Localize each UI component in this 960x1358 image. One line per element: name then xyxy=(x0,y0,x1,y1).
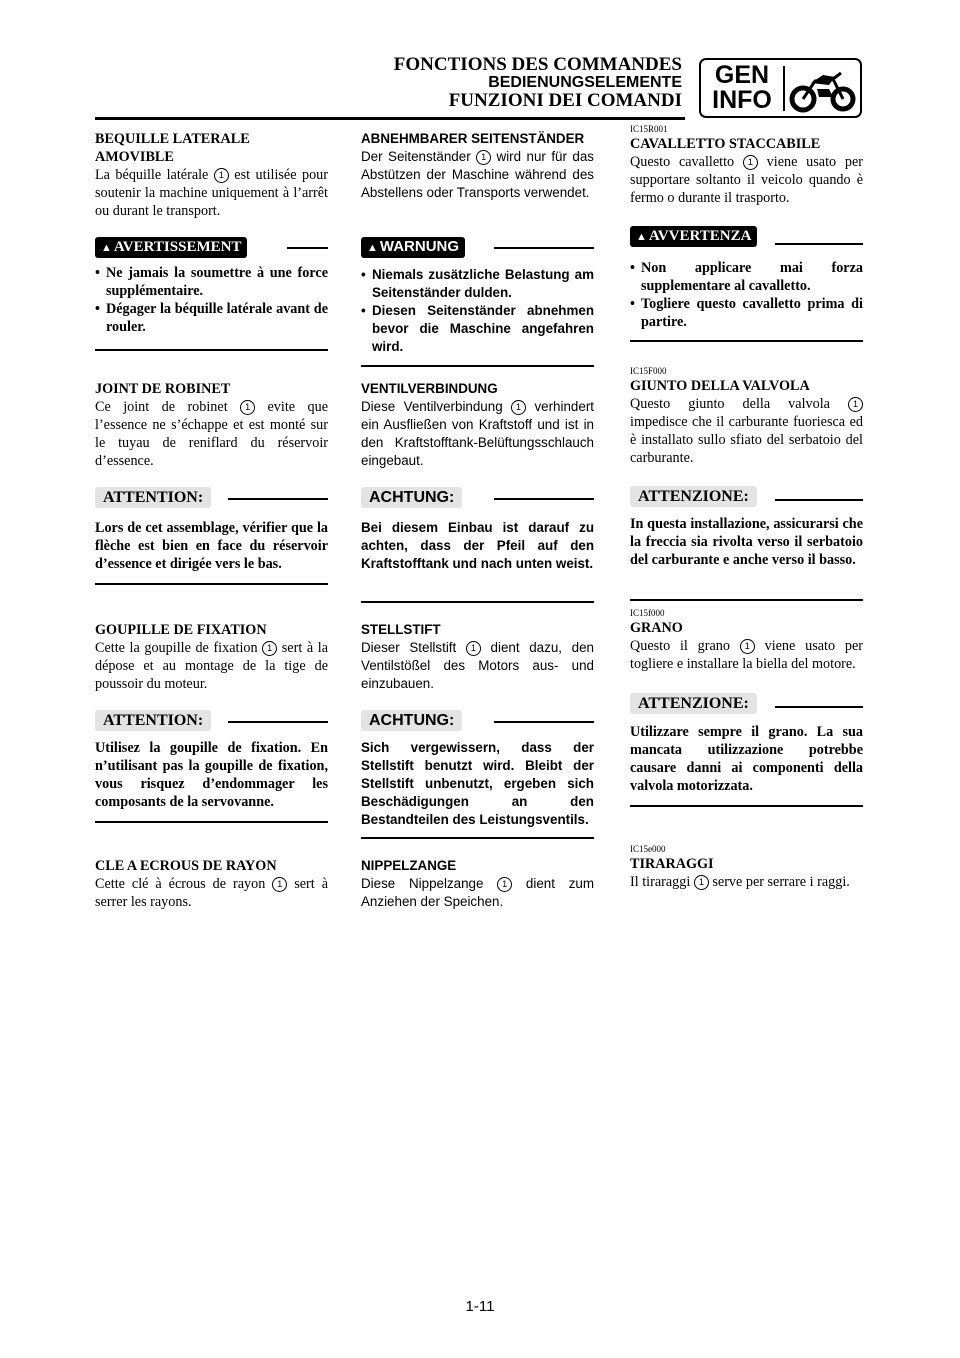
divider xyxy=(95,349,328,351)
section-title: TIRARAGGI xyxy=(630,856,714,872)
warning-triangle-icon: ▲ xyxy=(367,242,378,254)
warning-badge: ▲ WARNUNG xyxy=(361,237,465,258)
warning-text-de: • Niemals zusätzliche Belastung am Seitenständer dulden. • Diesen Seitenständer abnehmen bevor die Maschine angefahren wird. xyxy=(361,267,594,354)
section-code: IC15f000 xyxy=(630,608,665,618)
caution-text-fr: Lors de cet assemblage, vérifier que la flèche est bien en face du réservoir d’essence et dirigée vers le bas. xyxy=(95,520,328,572)
section-title: AMOVIBLE xyxy=(95,149,174,165)
caution-badge: ATTENZIONE: xyxy=(630,486,757,507)
header-rule xyxy=(95,117,685,120)
divider xyxy=(630,805,863,807)
section-body: Questo cavalletto 1 viene usato per supportare soltanto il veicolo quando è fermo o durante il trasporto. xyxy=(630,154,863,206)
section-body: Dieser Stellstift 1 dient dazu, den Ventilstößel des Motors aus- und einzubauen. xyxy=(361,640,594,691)
caution-badge: ATTENZIONE: xyxy=(630,693,757,714)
caution-header-it-2 xyxy=(630,693,863,714)
section-code: IC15R001 xyxy=(630,124,668,134)
ref-number-icon: 1 xyxy=(511,400,526,415)
header-title-it: FUNZIONI DEI COMANDI xyxy=(448,90,682,111)
ref-number-icon: 1 xyxy=(848,397,863,412)
ref-number-icon: 1 xyxy=(743,155,758,170)
section-body: Il tiraraggi 1 serve per serrare i raggi. xyxy=(630,874,850,890)
warning-triangle-icon: ▲ xyxy=(636,231,647,243)
caution-text-de: Bei diesem Einbau ist darauf zu achten, dass der Pfeil auf den Kraftstofftank und nach unten weist. xyxy=(361,520,594,571)
section-spoke-wrench-de xyxy=(361,857,594,911)
ref-number-icon: 1 xyxy=(214,168,229,183)
divider xyxy=(361,365,594,367)
warning-badge: ▲ AVVERTENZA xyxy=(630,226,757,247)
section-body: Cette la goupille de fixation 1 sert à la dépose et au montage de la tige de poussoir du moteur. xyxy=(95,640,328,692)
section-title: NIPPELZANGE xyxy=(361,858,457,873)
section-valve-joint-de xyxy=(361,380,594,470)
divider xyxy=(361,837,594,839)
warning-badge: ▲ AVERTISSEMENT xyxy=(95,237,247,258)
motorcycle-icon xyxy=(789,65,857,115)
section-code: IC15e000 xyxy=(630,844,666,854)
ref-number-icon: 1 xyxy=(694,875,709,890)
section-title: STELLSTIFT xyxy=(361,622,441,637)
divider xyxy=(228,721,328,723)
divider xyxy=(287,247,328,249)
section-title: GOUPILLE DE FIXATION xyxy=(95,622,267,638)
section-locating-pin-fr xyxy=(95,621,328,693)
ref-number-icon: 1 xyxy=(740,639,755,654)
section-title: CLE A ECROUS DE RAYON xyxy=(95,858,277,874)
section-body: Cette clé à écrous de rayon 1 sert à serrer les rayons. xyxy=(95,876,328,910)
caution-text-it: In questa installazione, assicurarsi che la freccia sia rivolta verso il serbatoio del carburante e anche verso il basso. xyxy=(630,516,863,568)
divider xyxy=(494,498,594,500)
section-title: BEQUILLE LATERALE xyxy=(95,131,250,147)
warning-text-it: • Non applicare mai forza supplementare al cavalletto. • Togliere questo cavalletto prima di partire. xyxy=(630,260,863,330)
caution-header-it xyxy=(630,486,863,507)
section-side-stand-it xyxy=(630,124,863,207)
divider xyxy=(494,721,594,723)
divider xyxy=(95,821,328,823)
divider xyxy=(775,499,863,501)
ref-number-icon: 1 xyxy=(476,150,491,165)
section-valve-joint-it xyxy=(630,366,863,467)
section-spoke-wrench-fr xyxy=(95,857,328,911)
section-title: GIUNTO DELLA VALVOLA xyxy=(630,378,810,394)
caution-badge: ATTENTION: xyxy=(95,487,211,508)
section-title: ABNEHMBARER SEITENSTÄNDER xyxy=(361,131,585,146)
divider xyxy=(361,601,594,603)
ref-number-icon: 1 xyxy=(272,877,287,892)
ref-number-icon: 1 xyxy=(240,400,255,415)
page-number: 1-11 xyxy=(465,1298,495,1315)
header-title-de: BEDIENUNGSELEMENTE xyxy=(488,74,682,91)
section-title: JOINT DE ROBINET xyxy=(95,381,231,397)
gen-info-badge xyxy=(699,58,862,118)
badge-separator xyxy=(783,66,785,111)
caution-badge: ATTENTION: xyxy=(95,710,211,731)
warning-text-fr: • Ne jamais la soumettre à une force supplémentaire. • Dégager la béquille latérale avant de rouler. xyxy=(95,265,328,335)
section-title: VENTILVERBINDUNG xyxy=(361,381,498,396)
section-code: IC15F000 xyxy=(630,366,667,376)
caution-badge: ACHTUNG: xyxy=(361,710,462,731)
section-body: Der Seitenständer 1 wird nur für das Abstützen der Maschine während des Abstellens oder Transports verwendet. xyxy=(361,149,594,200)
header-title-fr: FONCTIONS DES COMMANDES xyxy=(393,54,682,75)
section-locating-pin-de xyxy=(361,621,594,693)
divider xyxy=(775,706,863,708)
section-body: Ce joint de robinet 1 evite que l’essence ne s’échappe et est monté sur le tuyau de reniflard du réservoir d’essence. xyxy=(95,399,328,469)
warning-triangle-icon: ▲ xyxy=(101,242,112,254)
section-body: Diese Nippelzange 1 dient zum Anziehen der Speichen. xyxy=(361,876,594,909)
divider xyxy=(775,243,863,245)
section-side-stand-fr xyxy=(95,130,328,220)
section-valve-joint-fr xyxy=(95,380,328,470)
section-title: GRANO xyxy=(630,620,683,636)
ref-number-icon: 1 xyxy=(466,641,481,656)
section-spoke-wrench-it xyxy=(630,844,863,891)
section-body: Questo giunto della valvola 1 impedisce che il carburante fuoriesca ed è installato sullo sfiato del serbatoio del carburante. xyxy=(630,396,863,466)
section-body: La béquille latérale 1 est utilisée pour soutenir la machine uniquement à l’arrêt ou durant le transport. xyxy=(95,167,328,219)
ref-number-icon: 1 xyxy=(497,877,512,892)
section-locating-pin-it xyxy=(630,608,863,673)
divider xyxy=(494,247,594,249)
gen-info-label: GEN INFO xyxy=(712,61,772,114)
section-body: Diese Ventilverbindung 1 verhindert ein Ausfließen von Kraftstoff und ist in den Kraftstofftank-Belüftungsschlauch eingebaut. xyxy=(361,399,595,468)
caution-text-fr-2: Utilisez la goupille de fixation. En n’utilisant pas la goupille de fixation, vous risquez d’endommager les composants de la servovanne. xyxy=(95,740,328,810)
caution-text-it-2: Utilizzare sempre il grano. La sua mancata utilizzazione potrebbe causare danni ai componenti della valvola motorizzata. xyxy=(630,724,863,794)
caution-badge: ACHTUNG: xyxy=(361,487,462,508)
section-side-stand-de xyxy=(361,130,594,202)
section-title: CAVALLETTO STACCABILE xyxy=(630,136,821,152)
section-body: Questo il grano 1 viene usato per togliere e installare la biella del motore. xyxy=(630,638,863,672)
divider xyxy=(630,599,863,601)
divider xyxy=(95,583,328,585)
divider xyxy=(228,498,328,500)
caution-text-de-2: Sich vergewissern, dass der Stellstift benutzt wird. Bleibt der Stellstift unbenutzt, ergeben sich Beschädigungen an den Bestandteilen des Leistungsventils. xyxy=(361,740,594,827)
ref-number-icon: 1 xyxy=(262,641,277,656)
divider xyxy=(630,340,863,342)
